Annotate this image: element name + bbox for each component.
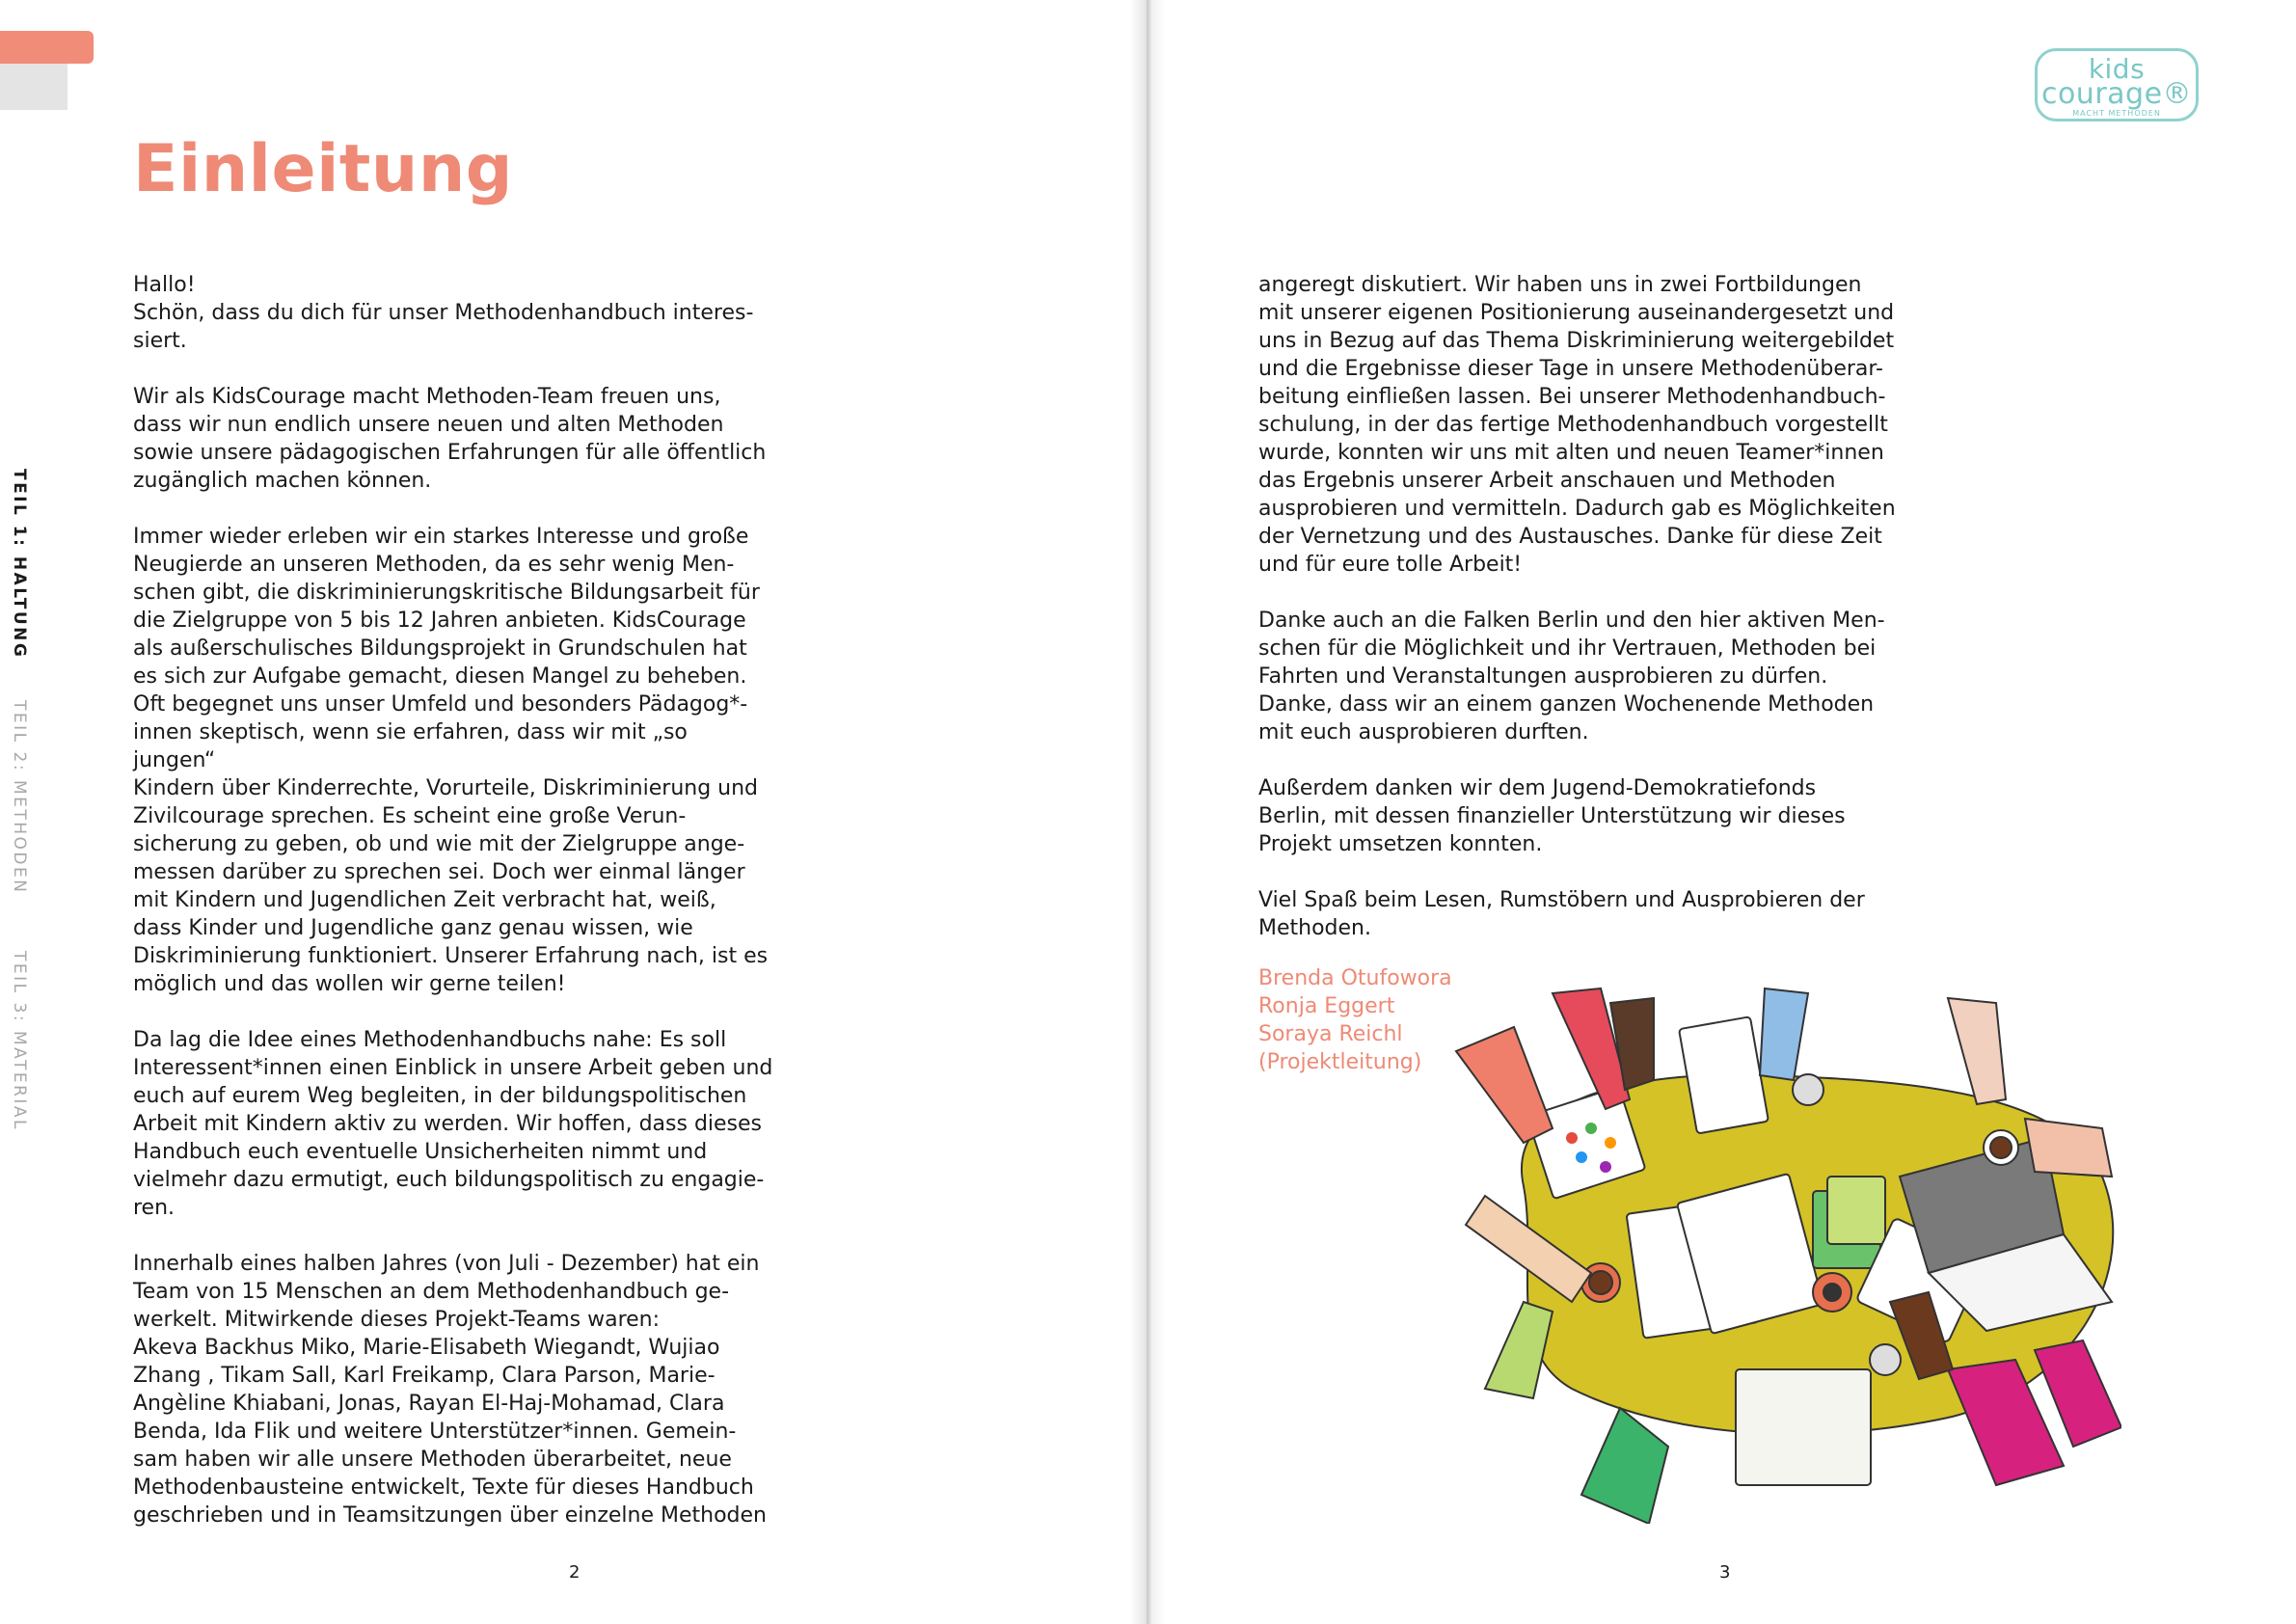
book-gutter [1130, 0, 1165, 1624]
paragraph: Innerhalb eines halben Jahres (von Juli - Dezember) hat ein Team von 15 Menschen an dem Methodenhandbuch ge- werkelt. Mitwirkende dieses Projekt-Teams waren: Akeva Backhus Miko, Marie-Elisabeth Wiegandt, Wujiao Zhang , Tikam Sall, Karl Freikamp, Clara Parson, Marie- Angèline Khiabani, Jonas, Rayan El-Haj-Mohamad, Clara Benda, Ida Flik und weitere Unterstützer*innen. Gemein- sam haben wir alle unsere Methoden überarbeitet, neue Methodenbausteine entwickelt, Texte für dieses Handbuch geschrieben und in Teamsitzungen über einzelne Methoden [133, 1252, 767, 1528]
kidscourage-logo [2035, 48, 2199, 122]
signature-block: Brenda Otufowora Ronja Eggert Soraya Reichl (Projektleitung) [1258, 966, 1452, 1074]
nav-teil-3-material[interactable]: TEIL 3: MATERIAL [10, 951, 29, 1131]
paragraph: Da lag die Idee eines Methodenhandbuchs nahe: Es soll Interessent*innen einen Einblick in unsere Arbeit geben und euch auf eurem Weg begleiten, in der bildungspolitischen Arbeit mit Kindern aktiv zu werden. Wir hoffen, dass dieses Handbuch euch eventuelle Unsicherheiten nimmt und vielmehr dazu ermutigt, euch bildungspolitisch zu engagie- ren. [133, 1028, 773, 1220]
paragraph: Hallo! Schön, dass du dich für unser Methodenhandbuch interes- siert. [133, 273, 754, 353]
page-title: Einleitung [133, 131, 513, 207]
paragraph: Immer wieder erleben wir ein starkes Interesse und große Neugierde an unseren Methoden, da es sehr wenig Men- schen gibt, die diskriminierungskritische Bildungsarbeit für die Zielgruppe von 5 bis 12 Jahren anbieten. KidsCourage als außerschulisches Bildungsprojekt in Grundschulen hat es sich zur Aufgabe gemacht, diesen Mangel zu beheben. Oft begegnet uns unser Umfeld und besonders Pädagog*- innen skeptisch, wenn sie erfahren, dass wir mit „so jungen“ Kindern über Kinderrechte, Vorurteile, Diskriminierung und Zivilcourage sprechen. Es scheint eine große Verun- sicherung zu geben, ob und wie mit der Zielgruppe ange- messen darüber zu sprechen sei. Doch wer einmal länger mit Kindern und Jugendlichen Zeit verbracht hat, weiß, dass Kinder und Jugendliche ganz genau wissen, wie Diskriminierung funktioniert. Unserer Erfahrung nach, ist es möglich und das wollen wir gerne teilen! [133, 525, 769, 996]
logo-word-kids: kids [2088, 53, 2146, 85]
logo-word-courage: courage® [2040, 77, 2193, 111]
left-text-column [133, 271, 774, 1557]
paragraph: Viel Spaß beim Lesen, Rumstöbern und Ausprobieren der Methoden. [1258, 888, 1865, 940]
paragraph: Danke auch an die Falken Berlin und den hier aktiven Men- schen für die Möglichkeit und ihr Vertrauen, Methoden bei Fahrten und Veranstaltungen ausprobieren zu dürfen. Danke, dass wir an einem ganzen Wochenende Methoden mit euch ausprobieren durften. [1258, 609, 1885, 744]
page-number-left: 2 [569, 1562, 581, 1583]
paragraph: angeregt diskutiert. Wir haben uns in zwei Fortbildungen mit unserer eigenen Positionierung auseinandergesetzt und uns in Bezug auf das Thema Diskriminierung weitergebildet und die Ergebnisse dieser Tage in unsere Methodenüberar- beitung einfließen lassen. Bei unserer Methodenhandbuch- schulung, in der das fertige Methodenhandbuch vorgestellt wurde, konnten wir uns mit alten und neuen Teamer*innen das Ergebnis unserer Arbeit anschauen und Methoden ausprobieren und vermitteln. Dadurch gab es Möglichkeiten der Vernetzung und des Austausches. Danke für diese Zeit und für eure tolle Arbeit! [1258, 273, 1896, 577]
paragraph: Wir als KidsCourage macht Methoden-Team freuen uns, dass wir nun endlich unsere neuen und alten Methoden sowie unsere pädagogischen Erfahrungen für alle öffentlich zugänglich machen können. [133, 385, 767, 493]
illustration-team-table [1446, 984, 2121, 1524]
paragraph: Außerdem danken wir dem Jugend-Demokratiefonds Berlin, mit dessen finanzieller Unterstützung wir dieses Projekt umsetzen konnten. [1258, 776, 1846, 856]
logo-tagline: MACHT METHODEN [2072, 109, 2161, 118]
tab-marker-gray [0, 56, 68, 110]
tab-marker-coral [0, 31, 94, 64]
nav-teil-1-haltung[interactable]: TEIL 1: HALTUNG [10, 469, 29, 660]
right-text-column [1258, 271, 1900, 970]
nav-teil-2-methoden[interactable]: TEIL 2: METHODEN [10, 700, 29, 895]
page-number-right: 3 [1719, 1562, 1731, 1583]
